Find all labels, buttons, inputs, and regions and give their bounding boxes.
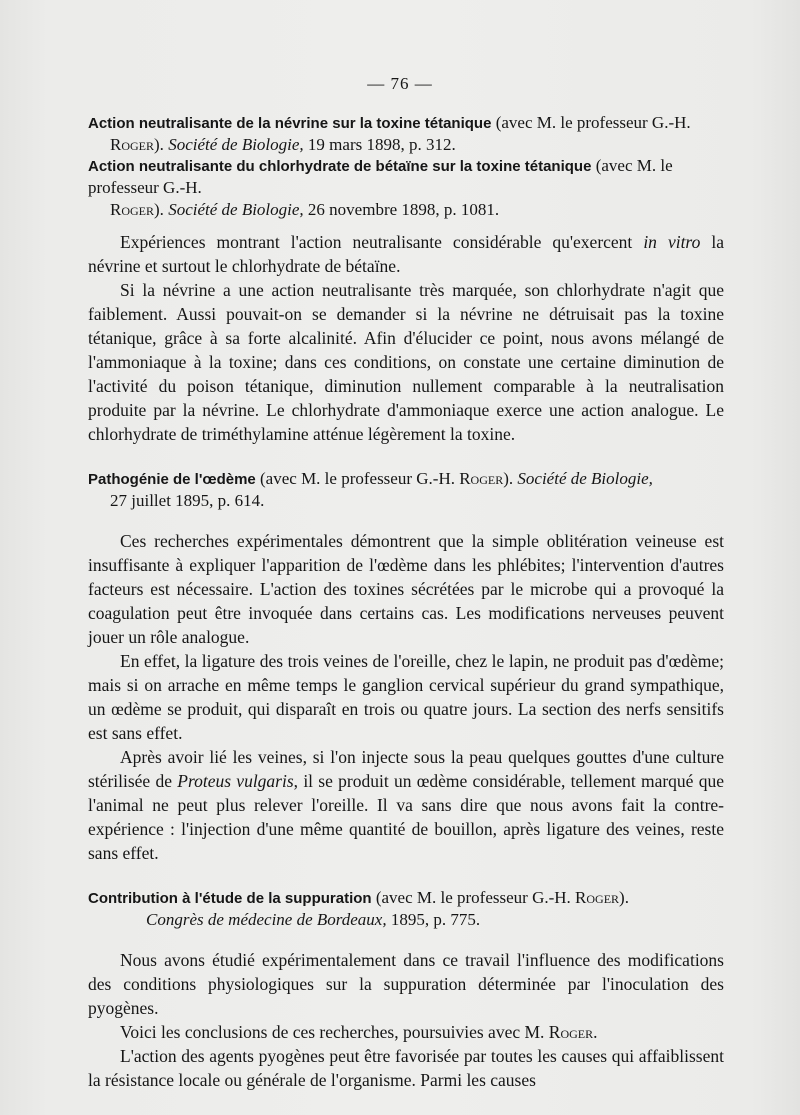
bibliography-entry: Action neutralisante du chlorhydrate de bétaïne sur la toxine tétanique (avec M. le professeur G.-H. Roger). Société de Biologie, 26 novembre 1898, p. 1081. — [88, 156, 673, 219]
paragraph: Si la névrine a une action neutralisante très marquée, son chlorhydrate n'agit que faiblement. Aussi pouvait-on se demander si la névrine ne détruisait pas la toxine tétanique, grâce à sa forte alcalinité. Afin d'élucider ce point, nous avons mélangé de l'ammoniaque à la toxine; dans ces conditions, on constate une certaine diminution de l'activité du poison tétanique, diminution nullement comparable à la neutralisation produite par la névrine. Le chlorhydrate d'ammoniaque exerce une action analogue. Le chlorhydrate de triméthylamine atténue légèrement la toxine. — [88, 280, 724, 444]
paragraph: En effet, la ligature des trois veines de l'oreille, chez le lapin, ne produit pas d'œdème; mais si on arrache en même temps le ganglion cervical supérieur du grand sympathique, un œdème se produit, qui disparaît en trois ou quatre jours. La section des nerfs sensitifs est sans effet. — [88, 651, 724, 743]
entry-date: 26 novembre 1898, p. 1081. — [303, 200, 500, 219]
entry-title: Action neutralisante du chlorhydrate de bétaïne sur la toxine tétanique — [88, 158, 592, 175]
bibliography-entry: Pathogénie de l'œdème (avec M. le professeur G.-H. Roger). Société de Biologie, 27 juillet 1895, p. 614. — [88, 469, 653, 510]
entry-collaborator: (avec M. le professeur G.-H. — [491, 113, 691, 132]
paragraph: Expériences montrant l'action neutralisante considérable qu'exercent in vitro la névrine et surtout le chlorhydrate de bétaïne. — [88, 232, 724, 276]
entry-journal: Société de Biologie, — [168, 135, 304, 154]
page-number: — 76 — — [367, 74, 433, 93]
entry-author: Roger — [459, 469, 504, 488]
entry-collaborator: (avec M. le professeur G.-H. — [255, 469, 455, 488]
entry-journal: Congrès de médecine de Bordeaux, — [146, 910, 387, 929]
paragraph: L'action des agents pyogènes peut être favorisée par toutes les causes qui affaiblissent la résistance locale ou générale de l'organisme. Parmi les causes — [88, 1046, 724, 1090]
entry-date: 1895, p. 775. — [386, 910, 481, 929]
entry-author: Roger — [110, 135, 155, 154]
entry-title: Contribution à l'étude de la suppuration — [88, 890, 372, 907]
entry-author: Roger — [110, 200, 155, 219]
page-content — [88, 112, 724, 1092]
paragraph: Ces recherches expérimentales démontrent que la simple oblitération veineuse est insuffisante à expliquer l'apparition de l'œdème dans les phlébites; l'intervention d'autres facteurs est nécessaire. L'action des toxines sécrétées par le microbe qui a provoqué la coagulation peut être invoquée dans certains cas. Les modifications nerveuses peuvent jouer un rôle analogue. — [88, 531, 724, 647]
entry-date: 27 juillet 1895, p. 614. — [110, 491, 265, 510]
entry-journal: Société de Biologie, — [168, 200, 304, 219]
entry-journal: Société de Biologie, — [517, 469, 653, 488]
bibliography-entry: Action neutralisante de la névrine sur la toxine tétanique (avec M. le professeur G.-H. Roger). Société de Biologie, 19 mars 1898, p. 312. — [88, 113, 691, 154]
paragraph: Après avoir lié les veines, si l'on injecte sous la peau quelques gouttes d'une culture stérilisée de Proteus vulgaris, il se produit un œdème considérable, tellement marqué que l'animal ne peut plus relever l'oreille. Il va sans dire que nous avons fait la contre-expérience : l'injection d'une même quantité de bouillon, après ligature des veines, reste sans effet. — [88, 747, 724, 863]
bibliography-entry: Contribution à l'étude de la suppuration (avec M. le professeur G.-H. Roger). Congrès de médecine de Bordeaux, 1895, p. 775. — [88, 888, 629, 929]
paragraph: Nous avons étudié expérimentalement dans ce travail l'influence des modifications des conditions physiologiques sur la suppuration déterminée par l'inoculation des pyogènes. — [88, 950, 724, 1018]
entry-title: Action neutralisante de la névrine sur la toxine tétanique — [88, 115, 492, 132]
entry-title: Pathogénie de l'œdème — [88, 471, 256, 488]
entry-author: Roger — [575, 888, 620, 907]
entry-date: 19 mars 1898, p. 312. — [303, 135, 456, 154]
entry-collaborator: (avec M. le professeur G.-H. — [371, 888, 571, 907]
paragraph: Voici les conclusions de ces recherches, poursuivies avec M. Roger. — [120, 1022, 598, 1042]
entry-collaborator: (avec M. le professeur G.-H. — [88, 156, 673, 197]
